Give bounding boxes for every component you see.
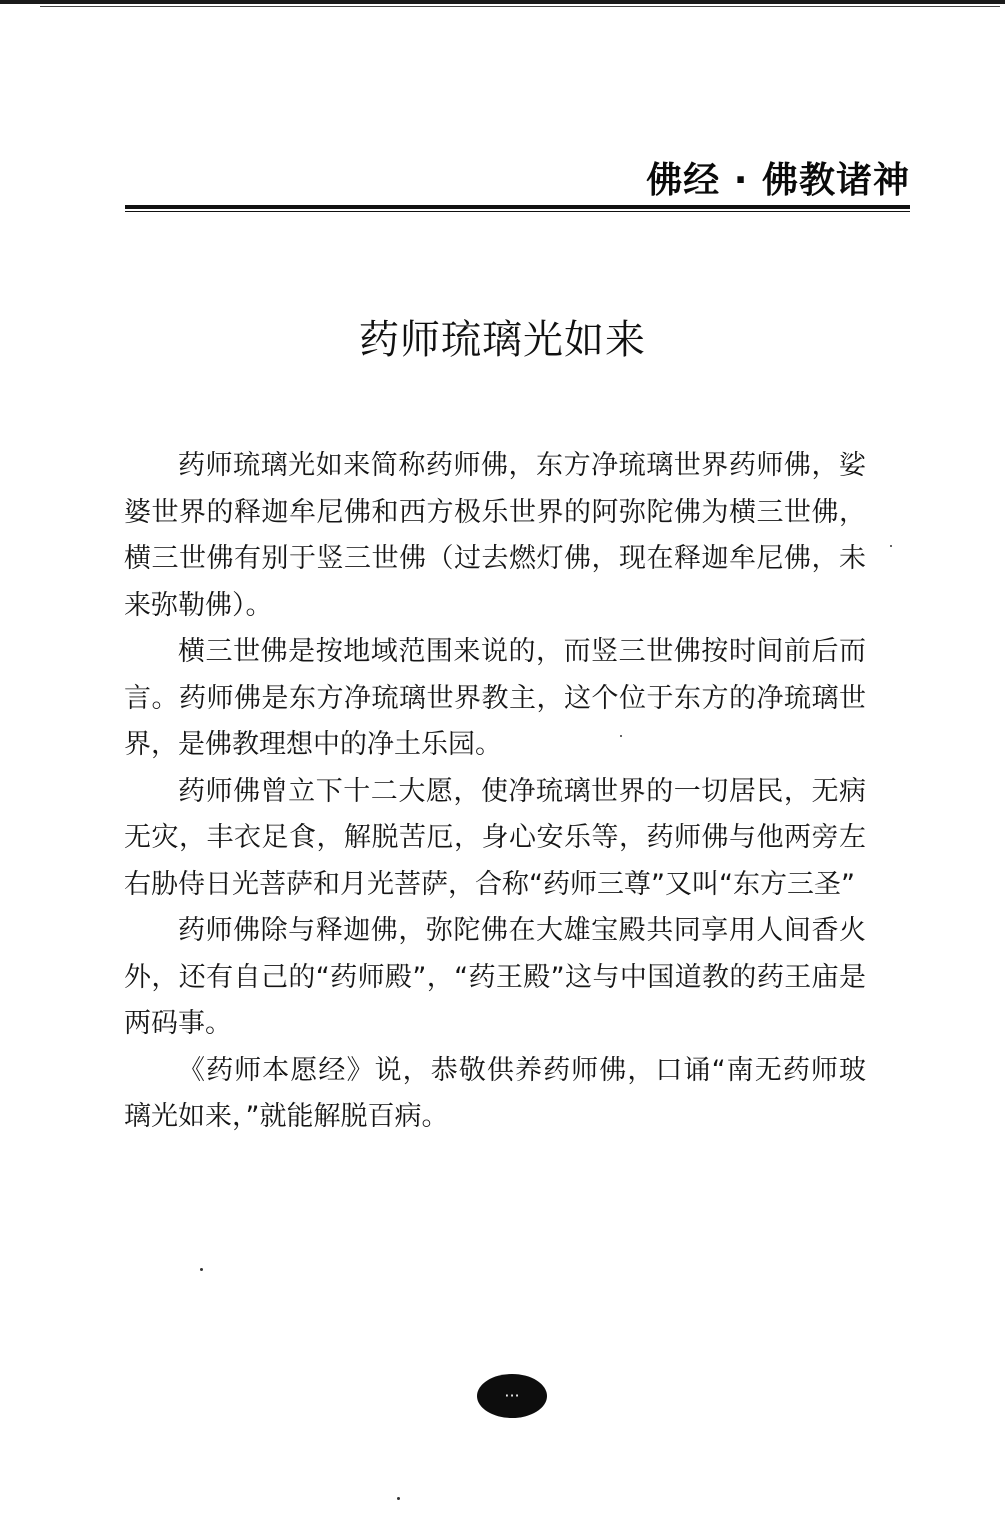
header-rule-thin <box>125 211 910 212</box>
running-header: 佛经 · 佛教诸神 <box>646 160 910 201</box>
top-scan-edge-line <box>40 6 1000 7</box>
body-text <box>124 443 866 1141</box>
paragraph-5: 《药师本愿经》说，恭敬供养药师佛，口诵“南无药师玻璃光如来，”就能解脱百病。 <box>124 1054 866 1132</box>
scan-speck <box>620 735 622 737</box>
paragraph-1: 药师琉璃光如来简称药师佛，东方净琉璃世界药师佛，娑婆世界的释迦牟尼佛和西方极乐世界的阿弥陀佛为横三世佛，横三世佛有别于竖三世佛（过去燃灯佛，现在释迦牟尼佛，未来弥勒佛）。 <box>124 450 866 621</box>
scan-speck <box>200 1268 203 1271</box>
header-rule <box>125 205 910 209</box>
paragraph-4: 药师佛除与释迦佛，弥陀佛在大雄宝殿共同享用人间香火外，还有自己的“药师殿”，“药王殿”这与中国道教的药王庙是两码事。 <box>124 915 866 1039</box>
page-number-badge: ··· <box>477 1374 547 1418</box>
paragraph-3: 药师佛曾立下十二大愿，使净琉璃世界的一切居民，无病无灾，丰衣足食，解脱苦厄，身心安乐等，药师佛与他两旁左右胁侍日光菩萨和月光菩萨，合称“药师三尊”又叫“东方三圣” <box>124 775 866 900</box>
scan-speck <box>890 545 892 547</box>
top-scan-edge <box>0 0 1005 4</box>
scan-speck <box>397 1497 400 1500</box>
paragraph-2: 横三世佛是按地域范围来说的，而竖三世佛按时间前后而言。药师佛是东方净琉璃世界教主，这个位于东方的净琉璃世界，是佛教理想中的净土乐园。 <box>124 636 866 760</box>
page-title: 药师琉璃光如来 <box>359 317 646 363</box>
